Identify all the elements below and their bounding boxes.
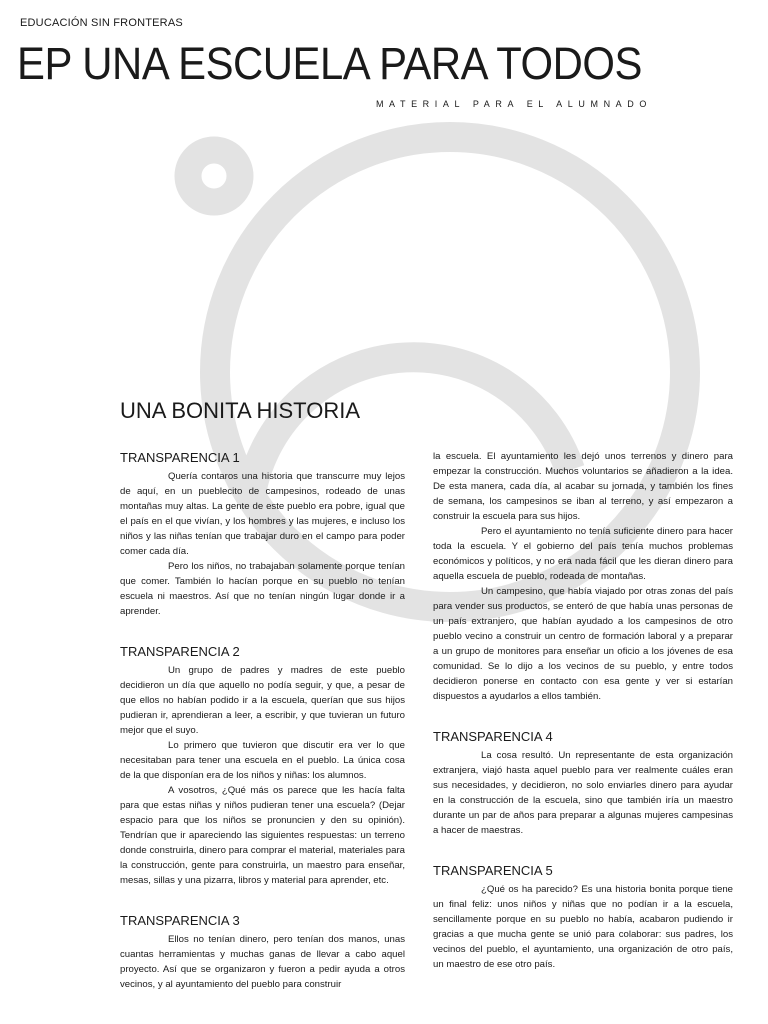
transparencia-heading: TRANSPARENCIA 2 <box>120 644 240 659</box>
paragraph: Lo primero que tuvieron que discutir era ver lo que necesitaban para tener una escuela en el pueblo. La única cosa de la que disponían era de los niños y niñas: los alumnos. <box>120 740 405 781</box>
paragraph: A vosotros, ¿Qué más os parece que les hacía falta para que estas niñas y niños pudieran tener una escuela? (Dejar espacio para que los niños se pronuncien y den su opinión). Tendrían que ir apareciendo las siguientes respuestas: un terreno donde construirla, dinero para comprar el material, materiales para la construcción, gente para construirla, un maestro para enseñar, mesas, sillas y una pizarra, libros y material para aprender, etc. <box>120 785 405 886</box>
right-column <box>433 449 733 996</box>
paragraph: Ellos no tenían dinero, pero tenían dos manos, unas cuantas herramientas y muchas ganas de llevar a cabo aquel proyecto. Así que se organizaron y fueron a pedir ayuda a otros vecinos, y al ayuntamiento del pueblo para construir <box>120 934 405 990</box>
paragraph: Pero el ayuntamiento no tenía suficiente dinero para hacer toda la escuela. Y el gobierno del país tenía muchos problemas económicos y políticos, y no era nada fácil que les dieran dinero para aquella escuela de pueblo, rodeada de montañas. <box>433 526 733 582</box>
paragraph: la escuela. El ayuntamiento les dejó unos terrenos y dinero para empezar la construcción. Muchos voluntarios se añadieron a la idea. De esta manera, cada día, al acabar su jornada, y también los fines de semana, los campesinos se iban al terreno, y así empezaron a construir la escuela para sus hijos. <box>433 451 733 522</box>
story-title: UNA BONITA HISTORIA <box>120 398 361 423</box>
page-subtitle: MATERIAL PARA EL ALUMNADO <box>375 99 652 109</box>
paragraph: Un campesino, que había viajado por otras zonas del país para vender sus productos, se enteró de que había unas personas de un país extranjero, que habían ayudado a los campesinos de otro pueblo vecino a construir un centro de formación laboral y a preparar a un grupo de monitores para enseñar un oficio a los jóvenes de esa comunidad. Se lo dijo a los vecinos de su pueblo, y entre todos decidieron ponerse en contacto con esa gente y ver si estarían dispuestos a ayudarlos a ellos también. <box>433 586 733 702</box>
transparencia-5 <box>433 862 733 972</box>
transparencia-4 <box>433 728 733 838</box>
page-title: EP UNA ESCUELA PARA TODOS <box>17 38 642 89</box>
brand-label: EDUCACIÓN SIN FRONTERAS <box>20 17 183 29</box>
paragraph: Pero los niños, no trabajaban solamente porque tenían que comer. También lo hacían porque en su pueblo no tenían escuela ni maestros. Así que no tenían ningún lugar donde ir a aprender. <box>120 561 405 617</box>
transparencia-3-continuation <box>433 449 733 704</box>
transparencia-heading: TRANSPARENCIA 4 <box>433 729 553 744</box>
transparencia-3 <box>120 912 405 992</box>
small-ring-decoration <box>188 150 240 202</box>
transparencia-heading: TRANSPARENCIA 5 <box>433 863 553 878</box>
paragraph: Un grupo de padres y madres de este pueblo decidieron un día que aquello no podía seguir, y que, a pesar de que ellos no habían podido ir a la escuela, querían que sus hijos pudieran ir, aprendieran a leer, a escribir, y que tuvieran un futuro mejor que el suyo. <box>120 665 405 736</box>
left-column <box>120 449 405 1016</box>
paragraph: ¿Qué os ha parecido? Es una historia bonita porque tiene un final feliz: unos niños y niñas que no podían ir a la escuela, sencillamente porque en su pueblo no había, acabaron pudiendo ir gracias a que mucha gente se unió para colaborar: sus padres, los vecinos del pueblo, el ayuntamiento, una organización de otro país, un maestro de ese otro país. <box>433 884 733 970</box>
paragraph: Quería contaros una historia que transcurre muy lejos de aquí, en un pueblecito de campesinos, rodeado de unas montañas muy altas. La gente de este pueblo era pobre, igual que el país en el que vivían, y los hombres y las mujeres, e incluso los niños y las niñas tenían que trabajar duro en el campo para poder comer cada día. <box>120 471 405 557</box>
transparencia-1 <box>120 449 405 619</box>
transparencia-heading: TRANSPARENCIA 1 <box>120 450 240 465</box>
transparencia-heading: TRANSPARENCIA 3 <box>120 913 240 928</box>
transparencia-2 <box>120 643 405 888</box>
paragraph: La cosa resultó. Un representante de esta organización extranjera, viajó hasta aquel pueblo para ver realmente cuáles eran sus necesidades, y decidieron, no solo enviarles dinero para ayudar en la construcción de la escuela, sino que también iría un maestro durante un par de años para preparar a algunas mujeres campesinas a hacer de maestras. <box>433 750 733 836</box>
